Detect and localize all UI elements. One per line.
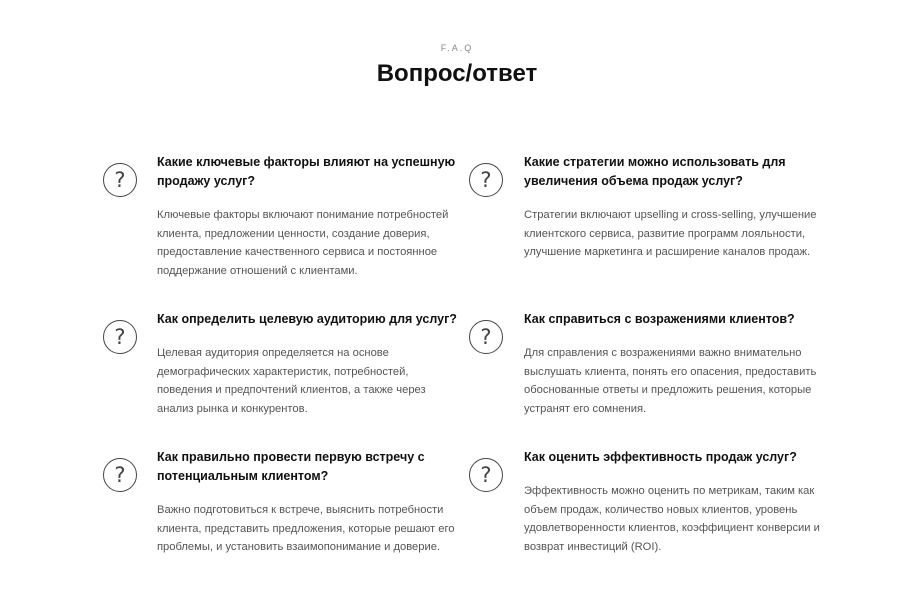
faq-question: Какие стратегии можно использовать для увеличения объема продаж услуг? [524,155,786,188]
question-circle-icon: ? [103,163,137,197]
faq-question: Как справиться с возражениями клиентов? [524,312,795,326]
faq-question: Какие ключевые факторы влияют на успешную продажу услуг? [157,155,456,188]
question-circle-icon: ? [469,458,503,492]
faq-question: Как определить целевую аудиторию для услуг? [157,312,457,326]
faq-item-2 [524,153,824,262]
faq-answer: Для справления с возражениями важно внимательно выслушать клиента, понять его опасения, предоставить обоснованные ответы и предложить решения, которые устранят его сомнения. [524,347,817,415]
faq-answer: Стратегии включают upselling и cross-selling, улучшение клиентского сервиса, развитие программ лояльности, улучшение маркетинга и расширение каналов продаж. [524,209,817,259]
faq-item-6 [524,448,824,556]
faq-item-5 [157,448,457,557]
faq-answer: Ключевые факторы включают понимание потребностей клиента, предложении ценности, создание доверия, предоставление качественного сервиса и постоянное поддержание отношений с клиентами. [157,209,449,277]
question-circle-icon: ? [469,320,503,354]
faq-item-3 [157,310,477,418]
section-title: Вопрос/ответ [376,60,538,87]
faq-item-4 [524,310,824,418]
faq-answer: Целевая аудитория определяется на основе демографических характеристик, потребностей, поведения и предпочтений клиентов, а также через анализ рынка и конкурентов. [157,347,426,415]
question-circle-icon: ? [103,320,137,354]
faq-question: Как правильно провести первую встречу с потенциальным клиентом? [157,450,425,483]
faq-question: Как оценить эффективность продаж услуг? [524,450,797,464]
faq-answer: Эффективность можно оценить по метрикам, таким как объем продаж, количество новых клиентов, уровень удовлетворенности клиентов, коэффициент конверсии и возврат инвестиций (ROI). [524,485,820,553]
section-eyebrow: F.A.Q [440,43,474,53]
question-circle-icon: ? [103,458,137,492]
faq-item-1 [157,153,477,280]
faq-answer: Важно подготовиться к встрече, выяснить потребности клиента, представить предложения, которые решают его проблемы, и установить взаимопонимание и доверие. [157,504,455,554]
question-circle-icon: ? [469,163,503,197]
